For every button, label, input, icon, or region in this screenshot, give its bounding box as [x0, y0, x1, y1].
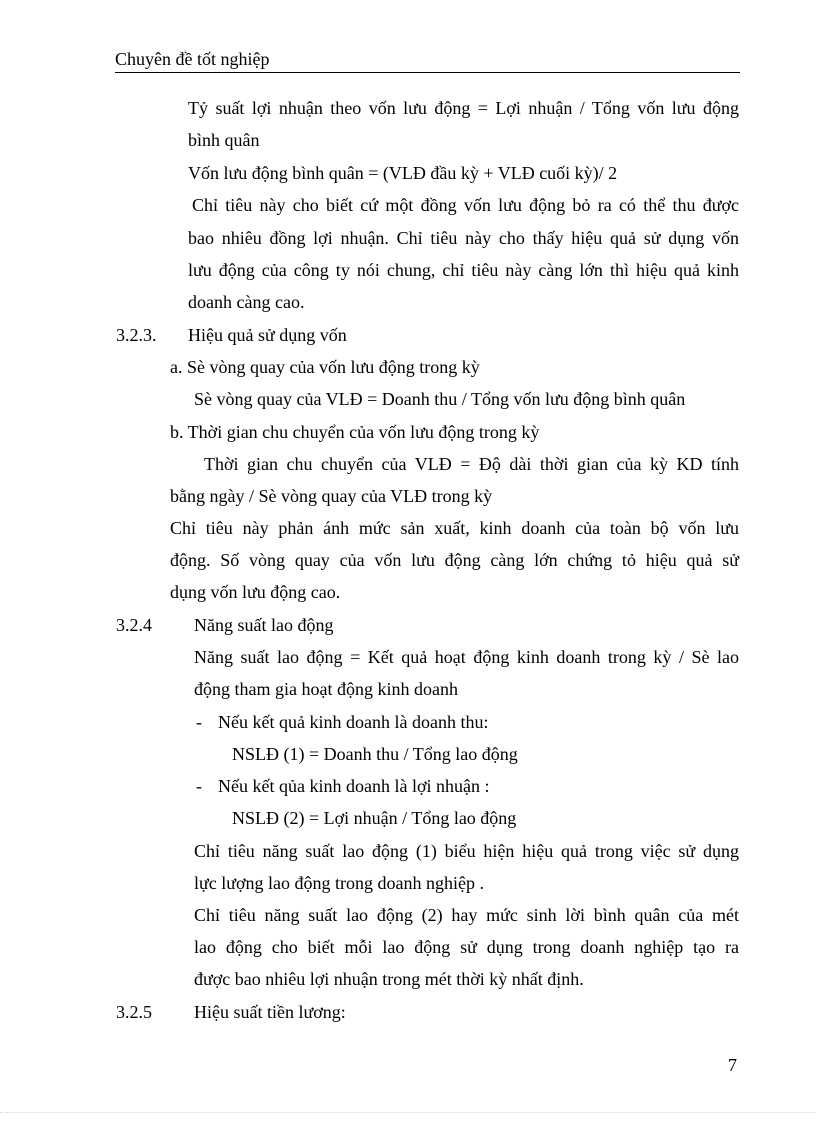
paragraph-line: được bao nhiêu lợi nhuận trong mét thời kỳ nhất định.	[194, 969, 584, 989]
page-header	[115, 49, 740, 73]
paragraph-line: bao nhiêu đồng lợi nhuận. Chỉ tiêu này cho thấy hiệu quả sử dụng vốn	[188, 228, 739, 248]
turnover-formula: Sè vòng quay của VLĐ = Doanh thu / Tổng vốn lưu động bình quân	[194, 389, 686, 409]
section-number-3-2-5: 3.2.5	[116, 1002, 152, 1022]
list-item-a: a. Sè vòng quay của vốn lưu động trong kỳ	[170, 357, 480, 377]
list-item-b: b. Thời gian chu chuyển của vốn lưu động trong kỳ	[170, 422, 540, 442]
productivity-formula-line1: Năng suất lao động = Kết quả hoạt động kinh doanh trong kỳ / Sè lao	[194, 647, 739, 667]
cycle-time-formula-line1: Thời gian chu chuyển của VLĐ = Độ dài thời gian của kỳ KD tính	[204, 454, 739, 474]
paragraph-line: Chỉ tiêu này phản ánh mức sản xuất, kinh doanh của toàn bộ vốn lưu	[170, 518, 739, 538]
ratio-formula-line1: Tỷ suất lợi nhuận theo vốn lưu động = Lợi nhuận / Tổng vốn lưu động	[188, 98, 739, 118]
section-title-3-2-4: Năng suất lao động	[194, 615, 334, 635]
case-profit: Nếu kết qủa kinh doanh là lợi nhuận :	[218, 776, 490, 796]
paragraph-line: doanh càng cao.	[188, 292, 305, 312]
bullet-dash: -	[196, 712, 202, 732]
bullet-dash: -	[196, 776, 202, 796]
case-revenue: Nếu kết quả kinh doanh là doanh thu:	[218, 712, 489, 732]
paragraph-line: lao động cho biết mỗi lao động sử dụng trong doanh nghiệp tạo ra	[194, 937, 739, 957]
nsld2-formula: NSLĐ (2) = Lợi nhuận / Tổng lao động	[232, 808, 517, 828]
paragraph-line: dụng vốn lưu động cao.	[170, 582, 341, 602]
cycle-time-formula-line2: bằng ngày / Sè vòng quay của VLĐ trong kỳ	[170, 486, 493, 506]
page-bottom-divider	[0, 1112, 816, 1113]
header-title: Chuyên đề tốt nghiệp	[115, 49, 270, 69]
paragraph-line: Chỉ tiêu này cho biết cứ một đồng vốn lưu động bỏ ra có thể thu được	[192, 195, 739, 215]
page-number: 7	[728, 1055, 737, 1075]
section-title-3-2-5: Hiệu suất tiền lương:	[194, 1002, 346, 1022]
section-title-3-2-3: Hiệu quả sử dụng vốn	[188, 325, 347, 345]
paragraph-line: Chỉ tiêu năng suất lao động (1) biểu hiện hiệu quả trong việc sử dụng	[194, 841, 739, 861]
paragraph-line: lưu động của công ty nói chung, chỉ tiêu này càng lớn thì hiệu quả kinh	[188, 260, 739, 280]
section-number-3-2-3: 3.2.3.	[116, 325, 157, 345]
paragraph-line: Chỉ tiêu năng suất lao động (2) hay mức sinh lời bình quân của mét	[194, 905, 739, 925]
section-number-3-2-4: 3.2.4	[116, 615, 152, 635]
paragraph-line: lực lượng lao động trong doanh nghiệp .	[194, 873, 484, 893]
ratio-formula-line2: bình quân	[188, 130, 260, 150]
nsld1-formula: NSLĐ (1) = Doanh thu / Tổng lao động	[232, 744, 518, 764]
paragraph-line: động. Số vòng quay của vốn lưu động càng lớn chứng tỏ hiệu quả sử	[170, 550, 739, 570]
avg-working-capital-formula: Vốn lưu động bình quân = (VLĐ đầu kỳ + VLĐ cuối kỳ)/ 2	[188, 163, 618, 183]
productivity-formula-line2: động tham gia hoạt động kinh doanh	[194, 679, 458, 699]
